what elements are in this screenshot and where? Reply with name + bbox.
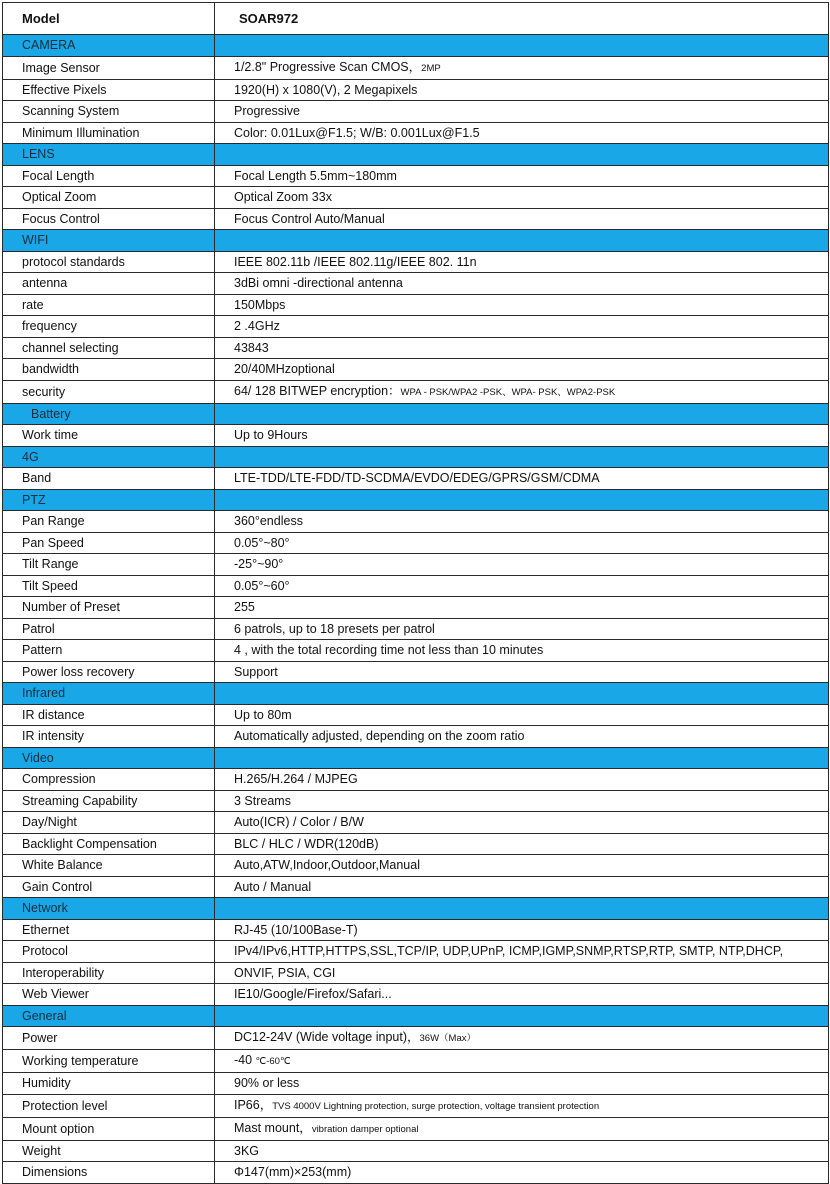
spec-value-cell <box>215 532 829 554</box>
spec-value: 3KG <box>234 1143 260 1158</box>
spec-row <box>3 101 829 123</box>
spec-value-cell <box>215 56 829 79</box>
spec-value-cell <box>215 251 829 273</box>
spec-label: Pattern <box>3 640 215 662</box>
spec-value: Progressive <box>234 104 300 119</box>
spec-row <box>3 294 829 316</box>
spec-value: -40 <box>234 1053 256 1067</box>
spec-label: Pan Range <box>3 511 215 533</box>
spec-value: 1920(H) x 1080(V), 2 Megapixels <box>234 82 418 97</box>
spec-value: 0.05°~60° <box>234 578 290 593</box>
spec-value: Auto,ATW,Indoor,Outdoor,Manual <box>234 858 420 873</box>
section-title: Infrared <box>3 683 215 705</box>
spec-row <box>3 1162 829 1184</box>
section-title: LENS <box>3 144 215 166</box>
spec-label: Focal Length <box>3 165 215 187</box>
spec-value-cell <box>215 941 829 963</box>
spec-label: Tilt Range <box>3 554 215 576</box>
spec-row <box>3 769 829 791</box>
section-title: Network <box>3 898 215 920</box>
spec-label: Patrol <box>3 618 215 640</box>
spec-value-cell <box>215 187 829 209</box>
spec-row <box>3 833 829 855</box>
spec-row <box>3 79 829 101</box>
section-header-row <box>3 489 829 511</box>
spec-value: Auto / Manual <box>234 879 312 894</box>
spec-label: Tilt Speed <box>3 575 215 597</box>
spec-label: Optical Zoom <box>3 187 215 209</box>
spec-row <box>3 1140 829 1162</box>
spec-row <box>3 380 829 403</box>
spec-row <box>3 704 829 726</box>
spec-value: IEEE 802.11b /IEEE 802.11g/IEEE 802. 11n <box>234 254 477 269</box>
spec-value-cell <box>215 1094 829 1117</box>
spec-value: Optical Zoom 33x <box>234 190 332 205</box>
spec-value-cell <box>215 122 829 144</box>
spec-value-cell <box>215 812 829 834</box>
section-blank-cell <box>215 403 829 425</box>
spec-row <box>3 726 829 748</box>
spec-value-cell <box>215 208 829 230</box>
spec-row <box>3 984 829 1006</box>
spec-label: Focus Control <box>3 208 215 230</box>
section-header-row <box>3 683 829 705</box>
spec-value-cell <box>215 661 829 683</box>
spec-value: 6 patrols, up to 18 presets per patrol <box>234 621 435 636</box>
section-header-row <box>3 747 829 769</box>
spec-label: Work time <box>3 425 215 447</box>
spec-label: Streaming Capability <box>3 790 215 812</box>
spec-value-cell <box>215 294 829 316</box>
section-blank-cell <box>215 35 829 57</box>
section-blank-cell <box>215 747 829 769</box>
section-title: PTZ <box>3 489 215 511</box>
spec-value-cell <box>215 1073 829 1095</box>
spec-label: Humidity <box>3 1073 215 1095</box>
spec-row <box>3 165 829 187</box>
spec-value-cell <box>215 1027 829 1050</box>
spec-row <box>3 941 829 963</box>
spec-value-cell <box>215 425 829 447</box>
spec-label: Protocol <box>3 941 215 963</box>
spec-value: Color: 0.01Lux@F1.5; W/B: 0.001Lux@F1.5 <box>234 125 480 140</box>
spec-row <box>3 876 829 898</box>
section-title: General <box>3 1005 215 1027</box>
spec-value: 2 .4GHz <box>234 319 280 334</box>
section-title: 4G <box>3 446 215 468</box>
spec-value: 360°endless <box>234 514 303 529</box>
spec-row <box>3 812 829 834</box>
spec-value: 3 Streams <box>234 793 291 808</box>
spec-row <box>3 122 829 144</box>
spec-value: 4 , with the total recording time not less than 10 minutes <box>234 643 544 658</box>
spec-value: -25°~90° <box>234 557 284 572</box>
spec-label: Web Viewer <box>3 984 215 1006</box>
spec-label: Compression <box>3 769 215 791</box>
spec-value-cell <box>215 790 829 812</box>
spec-value: 150Mbps <box>234 297 286 312</box>
spec-label: Effective Pixels <box>3 79 215 101</box>
spec-row <box>3 359 829 381</box>
spec-value-cell <box>215 1140 829 1162</box>
spec-value: Focal Length 5.5mm~180mm <box>234 168 397 183</box>
spec-label: White Balance <box>3 855 215 877</box>
section-blank-cell <box>215 144 829 166</box>
spec-label: protocol standards <box>3 251 215 273</box>
spec-value-cell <box>215 1162 829 1184</box>
spec-value-cell <box>215 984 829 1006</box>
spec-label: Band <box>3 468 215 490</box>
spec-label: IR intensity <box>3 726 215 748</box>
section-header-row <box>3 1005 829 1027</box>
spec-value-cell <box>215 1117 829 1140</box>
spec-row <box>3 425 829 447</box>
spec-value-cell <box>215 575 829 597</box>
spec-label: Pan Speed <box>3 532 215 554</box>
spec-row <box>3 919 829 941</box>
section-blank-cell <box>215 446 829 468</box>
spec-value-cell <box>215 769 829 791</box>
spec-row <box>3 251 829 273</box>
spec-value-cell <box>215 101 829 123</box>
spec-row <box>3 273 829 295</box>
spec-value-cell <box>215 640 829 662</box>
spec-label: Mount option <box>3 1117 215 1140</box>
spec-value: Up to 9Hours <box>234 428 308 443</box>
spec-label: Day/Night <box>3 812 215 834</box>
spec-value-cell <box>215 359 829 381</box>
spec-value-cell <box>215 468 829 490</box>
section-blank-cell <box>215 230 829 252</box>
spec-value: 20/40MHzoptional <box>234 362 335 377</box>
section-header-row <box>3 898 829 920</box>
spec-value: Up to 80m <box>234 707 292 722</box>
spec-row <box>3 554 829 576</box>
spec-table <box>2 2 829 1184</box>
spec-label: Gain Control <box>3 876 215 898</box>
spec-value: IP66， <box>234 1097 273 1112</box>
spec-row <box>3 618 829 640</box>
spec-value-cell <box>215 855 829 877</box>
spec-value: 43843 <box>234 340 269 355</box>
spec-value: LTE-TDD/LTE-FDD/TD-SCDMA/EVDO/EDEG/GPRS/GSM/CDMA <box>234 471 600 486</box>
spec-row <box>3 1027 829 1050</box>
spec-row <box>3 208 829 230</box>
spec-label: Ethernet <box>3 919 215 941</box>
spec-row <box>3 1094 829 1117</box>
spec-row <box>3 855 829 877</box>
spec-label: Number of Preset <box>3 597 215 619</box>
spec-row <box>3 511 829 533</box>
spec-value-note: 36W（Max） <box>419 1033 476 1044</box>
spec-label: Minimum Illumination <box>3 122 215 144</box>
spec-row <box>3 187 829 209</box>
spec-value-cell <box>215 165 829 187</box>
section-header-row <box>3 446 829 468</box>
spec-row <box>3 661 829 683</box>
spec-label: Backlight Compensation <box>3 833 215 855</box>
spec-label: channel selecting <box>3 337 215 359</box>
spec-label: Dimensions <box>3 1162 215 1184</box>
spec-value-note: ℃-60℃ <box>255 1056 291 1067</box>
spec-value-cell <box>215 704 829 726</box>
spec-value-cell <box>215 511 829 533</box>
spec-value-cell <box>215 79 829 101</box>
section-blank-cell <box>215 898 829 920</box>
spec-row <box>3 1073 829 1095</box>
spec-value-cell <box>215 919 829 941</box>
spec-value: Auto(ICR) / Color / B/W <box>234 815 364 830</box>
spec-row <box>3 56 829 79</box>
spec-label: Protection level <box>3 1094 215 1117</box>
spec-value: Focus Control Auto/Manual <box>234 211 385 226</box>
spec-value-cell <box>215 618 829 640</box>
spec-label: Interoperability <box>3 962 215 984</box>
spec-value-note: WPA - PSK/WPA2 -PSK、WPA- PSK、WPA2-PSK <box>400 386 616 398</box>
spec-value: 0.05°~80° <box>234 535 290 550</box>
spec-value: BLC / HLC / WDR(120dB) <box>234 836 379 851</box>
spec-row <box>3 337 829 359</box>
spec-value-cell <box>215 962 829 984</box>
spec-value: Mast mount， <box>234 1120 312 1135</box>
spec-value: 3dBi omni -directional antenna <box>234 276 403 291</box>
spec-row <box>3 1050 829 1073</box>
spec-value-cell <box>215 597 829 619</box>
spec-value: 64/ 128 BITWEP encryption： <box>234 383 401 398</box>
section-title: Battery <box>3 403 215 425</box>
section-blank-cell <box>215 1005 829 1027</box>
spec-value: IE10/Google/Firefox/Safari... <box>234 987 392 1002</box>
spec-row <box>3 597 829 619</box>
spec-value-note: TVS 4000V Lightning protection, surge protection, voltage transient protection <box>272 1100 600 1112</box>
spec-value: 1/2.8" Progressive Scan CMOS， <box>234 59 422 74</box>
spec-value: DC12-24V (Wide voltage input)， <box>234 1030 420 1044</box>
spec-value: 255 <box>234 600 255 615</box>
spec-label: Weight <box>3 1140 215 1162</box>
spec-label: bandwidth <box>3 359 215 381</box>
spec-value-note: vibration damper optional <box>311 1123 419 1135</box>
section-header-row <box>3 144 829 166</box>
spec-row <box>3 532 829 554</box>
spec-label: Image Sensor <box>3 56 215 79</box>
section-title: WIFI <box>3 230 215 252</box>
spec-value-cell <box>215 380 829 403</box>
spec-label: Power loss recovery <box>3 661 215 683</box>
section-blank-cell <box>215 489 829 511</box>
spec-value: IPv4/IPv6,HTTP,HTTPS,SSL,TCP/IP, UDP,UPnP, ICMP,IGMP,SNMP,RTSP,RTP, SMTP, NTP,DHCP, <box>234 944 784 959</box>
spec-label: frequency <box>3 316 215 338</box>
spec-value-cell <box>215 726 829 748</box>
spec-row <box>3 575 829 597</box>
spec-value: RJ-45 (10/100Base-T) <box>234 922 358 937</box>
spec-value-cell <box>215 273 829 295</box>
model-label: Model <box>3 3 215 35</box>
spec-row <box>3 962 829 984</box>
spec-row <box>3 468 829 490</box>
spec-value: Φ147(mm)×253(mm) <box>234 1165 352 1180</box>
table-header-row <box>3 3 829 35</box>
spec-table-body <box>3 3 829 1184</box>
spec-value-cell <box>215 554 829 576</box>
model-value: SOAR972 <box>215 3 829 35</box>
spec-row <box>3 1117 829 1140</box>
spec-value: Automatically adjusted, depending on the zoom ratio <box>234 729 525 744</box>
spec-value-cell <box>215 833 829 855</box>
spec-row <box>3 640 829 662</box>
section-title: CAMERA <box>3 35 215 57</box>
spec-value-cell <box>215 1050 829 1073</box>
spec-label: Power <box>3 1027 215 1050</box>
section-header-row <box>3 403 829 425</box>
spec-value: ONVIF, PSIA, CGI <box>234 965 336 980</box>
section-blank-cell <box>215 683 829 705</box>
spec-value: Support <box>234 664 278 679</box>
spec-label: antenna <box>3 273 215 295</box>
section-header-row <box>3 230 829 252</box>
spec-value-cell <box>215 316 829 338</box>
spec-label: security <box>3 380 215 403</box>
spec-label: Scanning System <box>3 101 215 123</box>
spec-label: IR distance <box>3 704 215 726</box>
spec-row <box>3 790 829 812</box>
spec-label: Working temperature <box>3 1050 215 1073</box>
spec-label: rate <box>3 294 215 316</box>
spec-value-cell <box>215 876 829 898</box>
section-header-row <box>3 35 829 57</box>
spec-row <box>3 316 829 338</box>
spec-value-note: 2MP <box>421 62 441 74</box>
spec-value-cell <box>215 337 829 359</box>
spec-value: 90% or less <box>234 1076 300 1091</box>
section-title: Video <box>3 747 215 769</box>
spec-value: H.265/H.264 / MJPEG <box>234 772 358 787</box>
